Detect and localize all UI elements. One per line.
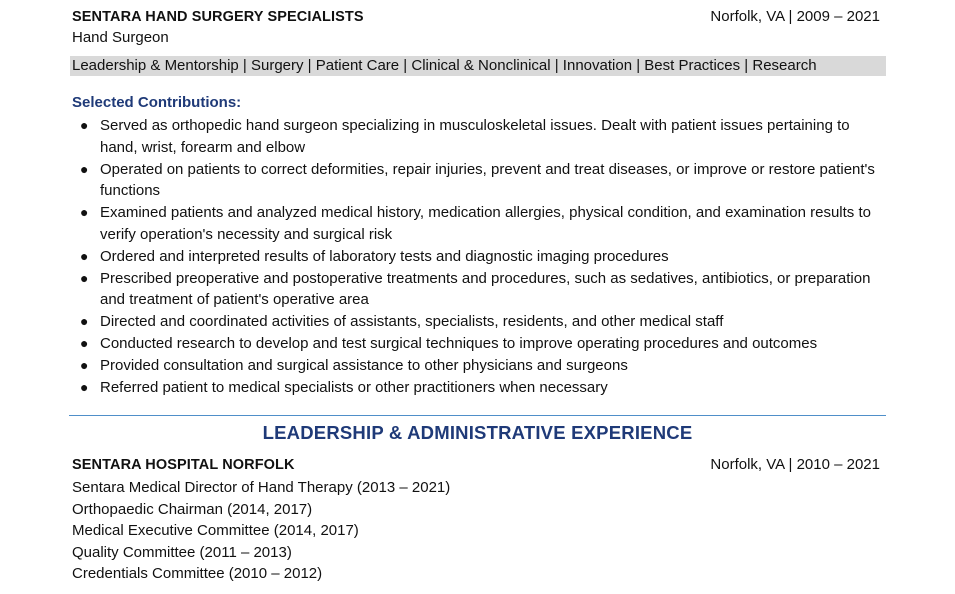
list-item (72, 202, 886, 246)
section-divider (69, 415, 886, 416)
bullet-text: Operated on patients to correct deformities, repair injuries, prevent and treat diseases, or improve or restore patient's functions (100, 160, 875, 200)
bullet-icon: ● (80, 247, 89, 264)
bullet-text: Referred patient to medical specialists or other practitioners when necessary (100, 378, 608, 396)
hospital-entry (72, 456, 886, 585)
bullet-icon: ● (80, 356, 89, 373)
bullet-text: Served as orthopedic hand surgeon specializing in musculoskeletal issues. Dealt with patient issues pertaining to hand, wrist, forearm and elbow (100, 117, 850, 156)
bullet-icon: ● (80, 378, 89, 395)
bullet-icon: ● (80, 160, 89, 177)
bullet-icon: ● (80, 269, 89, 286)
bullet-icon: ● (80, 117, 89, 133)
list-item (72, 333, 886, 355)
bullet-text: Prescribed preoperative and postoperative treatments and procedures, such as sedatives, antibiotics, or preparation and treatment of patient's operative area (100, 269, 871, 309)
bullet-text: Provided consultation and surgical assistance to other physicians and surgeons (100, 356, 628, 374)
job-entry (72, 8, 886, 398)
hospital-location-dates: Norfolk, VA | 2010 – 2021 (710, 456, 880, 473)
hospital-header (72, 456, 886, 473)
bullet-text: Directed and coordinated activities of assistants, specialists, residents, and other medical staff (100, 313, 724, 331)
bullet-text: Ordered and interpreted results of laboratory tests and diagnostic imaging procedures (100, 247, 669, 265)
list-item: Credentials Committee (2010 – 2012) (72, 565, 323, 583)
list-item (72, 159, 886, 203)
list-item (72, 246, 886, 268)
list-item (72, 377, 886, 399)
contributions-heading: Selected Contributions: (72, 94, 242, 111)
bullet-text: Examined patients and analyzed medical history, medication allergies, physical condition, and examination results to verify operation's necessity and surgical risk (100, 204, 871, 243)
bullet-text: Conducted research to develop and test surgical techniques to improve operating procedures and outcomes (100, 334, 818, 352)
contributions-list (72, 115, 886, 398)
list-item (72, 311, 886, 333)
list-item: Orthopaedic Chairman (2014, 2017) (72, 500, 313, 518)
list-item: Sentara Medical Director of Hand Therapy (2013 – 2021) (72, 479, 451, 496)
job-location-dates: Norfolk, VA | 2009 – 2021 (710, 8, 880, 25)
job-header (72, 8, 886, 25)
list-item: Quality Committee (2011 – 2013) (72, 543, 292, 561)
section-heading: LEADERSHIP & ADMINISTRATIVE EXPERIENCE (262, 422, 693, 443)
list-item (72, 268, 886, 312)
bullet-icon: ● (80, 334, 89, 351)
list-item (72, 115, 886, 159)
list-item: Medical Executive Committee (2014, 2017) (72, 522, 359, 540)
bullet-icon: ● (80, 204, 89, 221)
hospital-name: SENTARA HOSPITAL NORFOLK (72, 457, 295, 473)
roles-list (72, 477, 886, 585)
bullet-icon: ● (80, 313, 89, 330)
list-item (72, 355, 886, 377)
job-title: Hand Surgeon (72, 29, 169, 46)
company-name: SENTARA HAND SURGERY SPECIALISTS (72, 9, 364, 25)
skills-banner: Leadership & Mentorship | Surgery | Patient Care | Clinical & Nonclinical | Innovation | Best Practices | Research (70, 56, 886, 76)
